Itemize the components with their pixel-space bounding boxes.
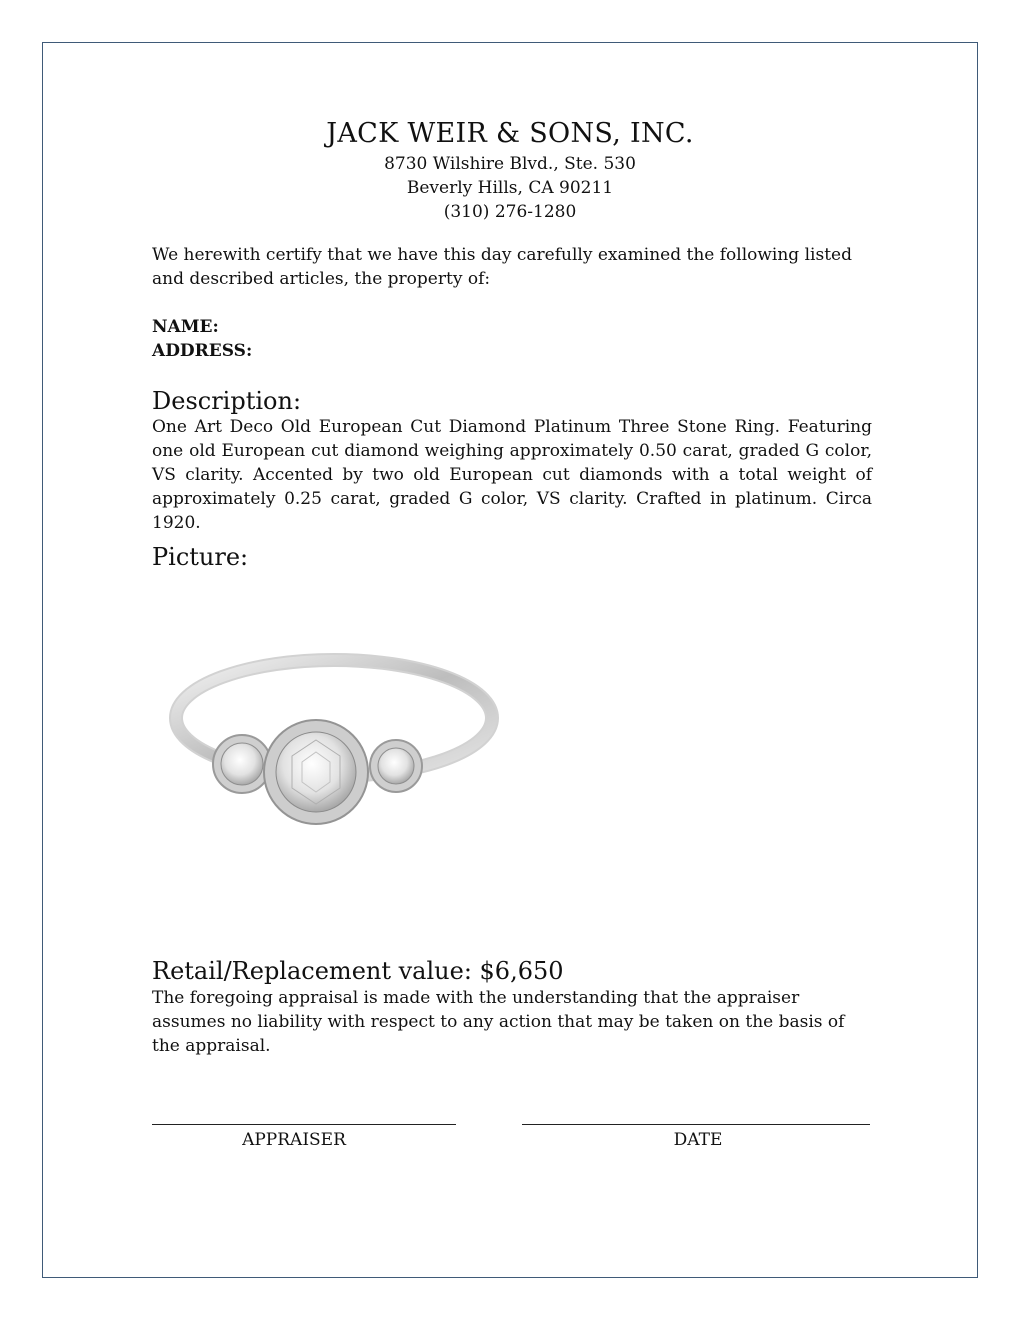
company-name: JACK WEIR & SONS, INC. — [326, 118, 694, 149]
owner-address-label: ADDRESS: — [152, 341, 253, 361]
appraisal-disclaimer: The foregoing appraisal is made with the understanding that the appraiser assumes no liability with respect to any action that may be taken on the basis of the appraisal. — [152, 988, 845, 1056]
certification-statement: We herewith certify that we have this day carefully examined the following listed and described articles, the property of: — [152, 245, 852, 289]
appraiser-signature-line — [152, 1124, 456, 1125]
appraiser-label: APPRAISER — [242, 1130, 346, 1150]
ring-photo — [164, 640, 504, 840]
date-signature-line — [522, 1124, 870, 1125]
company-address-line2: Beverly Hills, CA 90211 — [406, 178, 614, 198]
picture-heading: Picture: — [152, 543, 249, 571]
date-label: DATE — [673, 1130, 723, 1150]
company-header — [0, 116, 1020, 224]
company-phone: (310) 276-1280 — [443, 202, 577, 222]
value-heading: Retail/Replacement value: $6,650 — [152, 957, 564, 985]
owner-name-label: NAME: — [152, 317, 219, 337]
company-address-line1: 8730 Wilshire Blvd., Ste. 530 — [384, 154, 636, 174]
description-text: One Art Deco Old European Cut Diamond Platinum Three Stone Ring. Featuring one old European cut diamond weighing approximately 0.50 carat, graded G color, VS clarity. Accented by two old European cut diamonds with a total weight of approximately 0.25 carat, graded G color, VS clarity. Crafted in platinum. Circa 1920. — [152, 417, 872, 533]
description-heading: Description: — [152, 387, 302, 415]
